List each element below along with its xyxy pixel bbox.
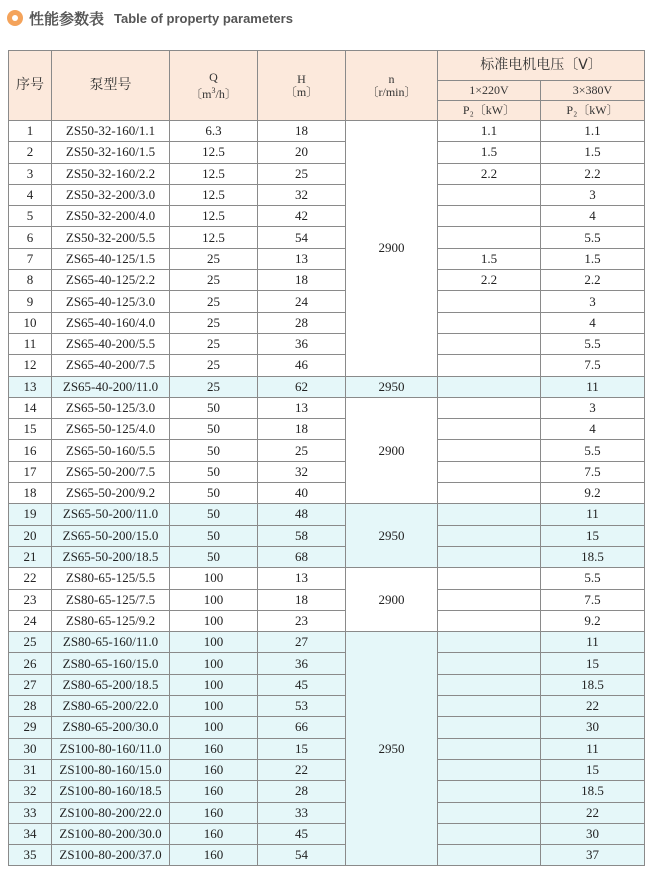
header-q-unit: 〔$m^3/h$〕 — [190, 85, 237, 101]
cell-model: ZS50-32-160/1.5 — [52, 142, 170, 163]
cell-h: 45 — [258, 674, 346, 695]
cell-q: 25 — [170, 376, 258, 397]
table-row — [9, 483, 645, 504]
cell-power-1phase — [438, 802, 541, 823]
cell-power-3phase: 18.5 — [541, 674, 645, 695]
cell-no: 20 — [9, 525, 52, 546]
cell-power-3phase: 7.5 — [541, 355, 645, 376]
cell-model: ZS50-32-160/1.1 — [52, 121, 170, 142]
cell-q: 160 — [170, 759, 258, 780]
cell-power-3phase: 9.2 — [541, 610, 645, 631]
cell-h: 68 — [258, 546, 346, 567]
cell-power-1phase — [438, 504, 541, 525]
table-row — [9, 355, 645, 376]
cell-model: ZS65-40-125/1.5 — [52, 248, 170, 269]
cell-no: 17 — [9, 461, 52, 482]
cell-model: ZS65-50-200/18.5 — [52, 546, 170, 567]
cell-no: 26 — [9, 653, 52, 674]
cell-q: 50 — [170, 525, 258, 546]
table-row — [9, 248, 645, 269]
table-row — [9, 504, 645, 525]
header-h-label: H — [297, 71, 306, 86]
cell-q: 25 — [170, 333, 258, 354]
cell-model: ZS80-65-125/7.5 — [52, 589, 170, 610]
table-row — [9, 270, 645, 291]
cell-power-3phase: 2.2 — [541, 270, 645, 291]
cell-power-1phase — [438, 674, 541, 695]
cell-model: ZS80-65-125/5.5 — [52, 568, 170, 589]
header-h — [258, 51, 346, 121]
cell-model: ZS80-65-200/30.0 — [52, 717, 170, 738]
cell-no: 2 — [9, 142, 52, 163]
cell-h: 54 — [258, 227, 346, 248]
cell-no: 14 — [9, 397, 52, 418]
cell-power-1phase — [438, 419, 541, 440]
header-h-unit: 〔m〕 — [284, 84, 319, 99]
cell-model: ZS65-50-200/9.2 — [52, 483, 170, 504]
cell-model: ZS50-32-160/2.2 — [52, 163, 170, 184]
cell-power-3phase: 4 — [541, 419, 645, 440]
cell-no: 30 — [9, 738, 52, 759]
cell-no: 3 — [9, 163, 52, 184]
cell-model: ZS80-65-160/11.0 — [52, 632, 170, 653]
table-row — [9, 419, 645, 440]
cell-model: ZS80-65-160/15.0 — [52, 653, 170, 674]
cell-rpm: 2950 — [346, 632, 438, 866]
cell-q: 12.5 — [170, 227, 258, 248]
cell-model: ZS65-40-125/2.2 — [52, 270, 170, 291]
cell-no: 34 — [9, 823, 52, 844]
header-model: 泵型号 — [52, 51, 170, 121]
cell-rpm: 2900 — [346, 568, 438, 632]
table-row — [9, 610, 645, 631]
cell-power-3phase: 1.5 — [541, 248, 645, 269]
cell-h: 15 — [258, 738, 346, 759]
table-row — [9, 525, 645, 546]
cell-h: 36 — [258, 333, 346, 354]
cell-power-1phase — [438, 568, 541, 589]
table-row — [9, 546, 645, 567]
cell-q: 25 — [170, 270, 258, 291]
cell-h: 42 — [258, 206, 346, 227]
cell-power-1phase — [438, 546, 541, 567]
cell-model: ZS65-50-125/4.0 — [52, 419, 170, 440]
cell-model: ZS65-50-200/7.5 — [52, 461, 170, 482]
cell-no: 31 — [9, 759, 52, 780]
cell-model: ZS65-40-200/7.5 — [52, 355, 170, 376]
table-row — [9, 738, 645, 759]
cell-q: 100 — [170, 568, 258, 589]
table-row — [9, 568, 645, 589]
cell-q: 100 — [170, 610, 258, 631]
cell-no: 4 — [9, 184, 52, 205]
cell-no: 16 — [9, 440, 52, 461]
cell-power-3phase: 5.5 — [541, 568, 645, 589]
table-row — [9, 227, 645, 248]
cell-power-3phase: 15 — [541, 525, 645, 546]
table-body — [9, 121, 645, 866]
table-row — [9, 184, 645, 205]
cell-power-1phase — [438, 333, 541, 354]
cell-q: 6.3 — [170, 121, 258, 142]
table-row — [9, 440, 645, 461]
cell-h: 32 — [258, 461, 346, 482]
cell-power-1phase: 2.2 — [438, 270, 541, 291]
table-row — [9, 376, 645, 397]
cell-h: 66 — [258, 717, 346, 738]
cell-no: 12 — [9, 355, 52, 376]
cell-h: 28 — [258, 312, 346, 333]
table-row — [9, 674, 645, 695]
header-power-3phase: P₂〔kW〕 — [541, 101, 645, 121]
header-no: 序号 — [9, 51, 52, 121]
cell-power-3phase: 2.2 — [541, 163, 645, 184]
cell-power-1phase — [438, 525, 541, 546]
table-row — [9, 461, 645, 482]
cell-no: 11 — [9, 333, 52, 354]
table-row — [9, 397, 645, 418]
cell-h: 46 — [258, 355, 346, 376]
bullet-icon — [7, 10, 23, 26]
cell-h: 18 — [258, 270, 346, 291]
cell-no: 6 — [9, 227, 52, 248]
cell-power-3phase: 22 — [541, 802, 645, 823]
cell-model: ZS100-80-160/18.5 — [52, 781, 170, 802]
cell-power-3phase: 3 — [541, 291, 645, 312]
cell-no: 22 — [9, 568, 52, 589]
cell-power-1phase: 2.2 — [438, 163, 541, 184]
cell-power-3phase: 30 — [541, 717, 645, 738]
table-row — [9, 142, 645, 163]
cell-model: ZS50-32-200/3.0 — [52, 184, 170, 205]
cell-q: 100 — [170, 632, 258, 653]
cell-power-1phase — [438, 376, 541, 397]
cell-power-1phase — [438, 397, 541, 418]
cell-power-3phase: 18.5 — [541, 781, 645, 802]
cell-h: 33 — [258, 802, 346, 823]
cell-power-3phase: 1.1 — [541, 121, 645, 142]
cell-h: 27 — [258, 632, 346, 653]
cell-h: 23 — [258, 610, 346, 631]
cell-no: 8 — [9, 270, 52, 291]
cell-power-3phase: 15 — [541, 759, 645, 780]
cell-h: 18 — [258, 589, 346, 610]
header-n-label: n — [388, 71, 395, 86]
table-row — [9, 696, 645, 717]
cell-no: 32 — [9, 781, 52, 802]
cell-power-3phase: 30 — [541, 823, 645, 844]
cell-h: 54 — [258, 845, 346, 866]
cell-no: 25 — [9, 632, 52, 653]
cell-model: ZS100-80-200/30.0 — [52, 823, 170, 844]
cell-q: 25 — [170, 248, 258, 269]
cell-power-3phase: 15 — [541, 653, 645, 674]
cell-model: ZS65-50-160/5.5 — [52, 440, 170, 461]
cell-power-1phase: 1.5 — [438, 248, 541, 269]
cell-h: 32 — [258, 184, 346, 205]
table-row — [9, 802, 645, 823]
cell-h: 28 — [258, 781, 346, 802]
cell-h: 25 — [258, 163, 346, 184]
table-row — [9, 291, 645, 312]
cell-q: 25 — [170, 355, 258, 376]
cell-h: 13 — [258, 568, 346, 589]
cell-model: ZS100-80-200/22.0 — [52, 802, 170, 823]
cell-no: 9 — [9, 291, 52, 312]
cell-power-1phase — [438, 610, 541, 631]
header-q-label: Q — [209, 69, 218, 84]
table-row — [9, 759, 645, 780]
cell-rpm: 2950 — [346, 376, 438, 397]
cell-h: 18 — [258, 121, 346, 142]
title-chinese: 性能参数表 — [29, 9, 105, 28]
cell-h: 36 — [258, 653, 346, 674]
table-row — [9, 121, 645, 142]
cell-model: ZS100-80-160/15.0 — [52, 759, 170, 780]
cell-model: ZS80-65-200/22.0 — [52, 696, 170, 717]
cell-q: 12.5 — [170, 142, 258, 163]
cell-model: ZS100-80-160/11.0 — [52, 738, 170, 759]
cell-power-3phase: 7.5 — [541, 461, 645, 482]
header-voltage-1phase: 1×220V — [438, 81, 541, 101]
title-english: Table of property parameters — [114, 10, 293, 26]
cell-q: 160 — [170, 781, 258, 802]
cell-q: 50 — [170, 483, 258, 504]
cell-power-3phase: 4 — [541, 312, 645, 333]
cell-no: 33 — [9, 802, 52, 823]
cell-model: ZS80-65-200/18.5 — [52, 674, 170, 695]
table-row — [9, 312, 645, 333]
cell-no: 10 — [9, 312, 52, 333]
cell-q: 100 — [170, 653, 258, 674]
cell-q: 160 — [170, 738, 258, 759]
cell-h: 20 — [258, 142, 346, 163]
cell-power-1phase — [438, 632, 541, 653]
property-table — [8, 50, 645, 866]
header-voltage-3phase: 3×380V — [541, 81, 645, 101]
cell-power-3phase: 4 — [541, 206, 645, 227]
table-header — [9, 51, 645, 121]
cell-h: 48 — [258, 504, 346, 525]
cell-power-1phase — [438, 696, 541, 717]
table-row — [9, 632, 645, 653]
cell-rpm: 2900 — [346, 397, 438, 503]
cell-rpm: 2900 — [346, 121, 438, 377]
cell-no: 28 — [9, 696, 52, 717]
cell-power-3phase: 11 — [541, 738, 645, 759]
cell-no: 27 — [9, 674, 52, 695]
cell-power-1phase: 1.1 — [438, 121, 541, 142]
cell-h: 18 — [258, 419, 346, 440]
cell-power-3phase: 5.5 — [541, 440, 645, 461]
cell-model: ZS50-32-200/5.5 — [52, 227, 170, 248]
header-q — [170, 51, 258, 121]
cell-power-3phase: 1.5 — [541, 142, 645, 163]
table-row — [9, 163, 645, 184]
cell-h: 25 — [258, 440, 346, 461]
cell-q: 12.5 — [170, 206, 258, 227]
cell-power-3phase: 11 — [541, 504, 645, 525]
table-row — [9, 845, 645, 866]
cell-power-1phase — [438, 781, 541, 802]
cell-power-3phase: 5.5 — [541, 227, 645, 248]
cell-power-1phase — [438, 483, 541, 504]
table-row — [9, 781, 645, 802]
cell-power-1phase — [438, 759, 541, 780]
cell-power-3phase: 22 — [541, 696, 645, 717]
cell-h: 45 — [258, 823, 346, 844]
cell-q: 12.5 — [170, 163, 258, 184]
cell-power-1phase — [438, 206, 541, 227]
cell-model: ZS65-40-160/4.0 — [52, 312, 170, 333]
cell-model: ZS65-40-200/5.5 — [52, 333, 170, 354]
cell-h: 62 — [258, 376, 346, 397]
header-voltage: 标准电机电压〔V〕 — [438, 51, 645, 81]
cell-power-3phase: 3 — [541, 184, 645, 205]
cell-q: 160 — [170, 845, 258, 866]
cell-power-3phase: 7.5 — [541, 589, 645, 610]
cell-q: 50 — [170, 440, 258, 461]
cell-power-3phase: 18.5 — [541, 546, 645, 567]
cell-model: ZS65-50-200/11.0 — [52, 504, 170, 525]
cell-power-3phase: 3 — [541, 397, 645, 418]
cell-no: 23 — [9, 589, 52, 610]
cell-q: 50 — [170, 419, 258, 440]
cell-model: ZS65-40-200/11.0 — [52, 376, 170, 397]
table-row — [9, 206, 645, 227]
cell-no: 29 — [9, 717, 52, 738]
cell-model: ZS65-40-125/3.0 — [52, 291, 170, 312]
cell-power-3phase: 11 — [541, 376, 645, 397]
cell-power-3phase: 5.5 — [541, 333, 645, 354]
cell-model: ZS80-65-125/9.2 — [52, 610, 170, 631]
cell-power-3phase: 9.2 — [541, 483, 645, 504]
cell-q: 100 — [170, 717, 258, 738]
cell-no: 35 — [9, 845, 52, 866]
cell-h: 13 — [258, 248, 346, 269]
cell-q: 100 — [170, 589, 258, 610]
cell-power-1phase — [438, 717, 541, 738]
cell-h: 13 — [258, 397, 346, 418]
cell-power-1phase — [438, 440, 541, 461]
cell-power-1phase — [438, 291, 541, 312]
cell-power-3phase: 37 — [541, 845, 645, 866]
header-power-1phase: P₂〔kW〕 — [438, 101, 541, 121]
page-header — [7, 6, 293, 30]
cell-h: 58 — [258, 525, 346, 546]
cell-power-1phase — [438, 589, 541, 610]
header-n — [346, 51, 438, 121]
cell-power-1phase — [438, 845, 541, 866]
cell-q: 25 — [170, 291, 258, 312]
cell-q: 160 — [170, 802, 258, 823]
cell-no: 5 — [9, 206, 52, 227]
cell-power-1phase — [438, 312, 541, 333]
cell-q: 50 — [170, 546, 258, 567]
cell-q: 50 — [170, 461, 258, 482]
cell-q: 50 — [170, 397, 258, 418]
cell-power-1phase — [438, 653, 541, 674]
cell-no: 1 — [9, 121, 52, 142]
cell-h: 22 — [258, 759, 346, 780]
cell-power-3phase: 11 — [541, 632, 645, 653]
cell-q: 100 — [170, 696, 258, 717]
table-row — [9, 717, 645, 738]
cell-rpm: 2950 — [346, 504, 438, 568]
cell-model: ZS65-50-125/3.0 — [52, 397, 170, 418]
cell-model: ZS50-32-200/4.0 — [52, 206, 170, 227]
cell-q: 50 — [170, 504, 258, 525]
cell-no: 7 — [9, 248, 52, 269]
cell-h: 24 — [258, 291, 346, 312]
cell-no: 21 — [9, 546, 52, 567]
cell-no: 19 — [9, 504, 52, 525]
table-row — [9, 823, 645, 844]
cell-no: 13 — [9, 376, 52, 397]
cell-model: ZS65-50-200/15.0 — [52, 525, 170, 546]
cell-h: 53 — [258, 696, 346, 717]
cell-no: 18 — [9, 483, 52, 504]
table-row — [9, 589, 645, 610]
cell-h: 40 — [258, 483, 346, 504]
cell-power-1phase: 1.5 — [438, 142, 541, 163]
cell-no: 15 — [9, 419, 52, 440]
cell-q: 12.5 — [170, 184, 258, 205]
header-n-unit: 〔r/min〕 — [366, 84, 417, 99]
cell-power-1phase — [438, 355, 541, 376]
cell-no: 24 — [9, 610, 52, 631]
cell-power-1phase — [438, 461, 541, 482]
cell-model: ZS100-80-200/37.0 — [52, 845, 170, 866]
table-row — [9, 333, 645, 354]
cell-power-1phase — [438, 823, 541, 844]
cell-power-1phase — [438, 184, 541, 205]
table-row — [9, 653, 645, 674]
cell-q: 25 — [170, 312, 258, 333]
cell-power-1phase — [438, 738, 541, 759]
cell-q: 100 — [170, 674, 258, 695]
cell-q: 160 — [170, 823, 258, 844]
cell-power-1phase — [438, 227, 541, 248]
